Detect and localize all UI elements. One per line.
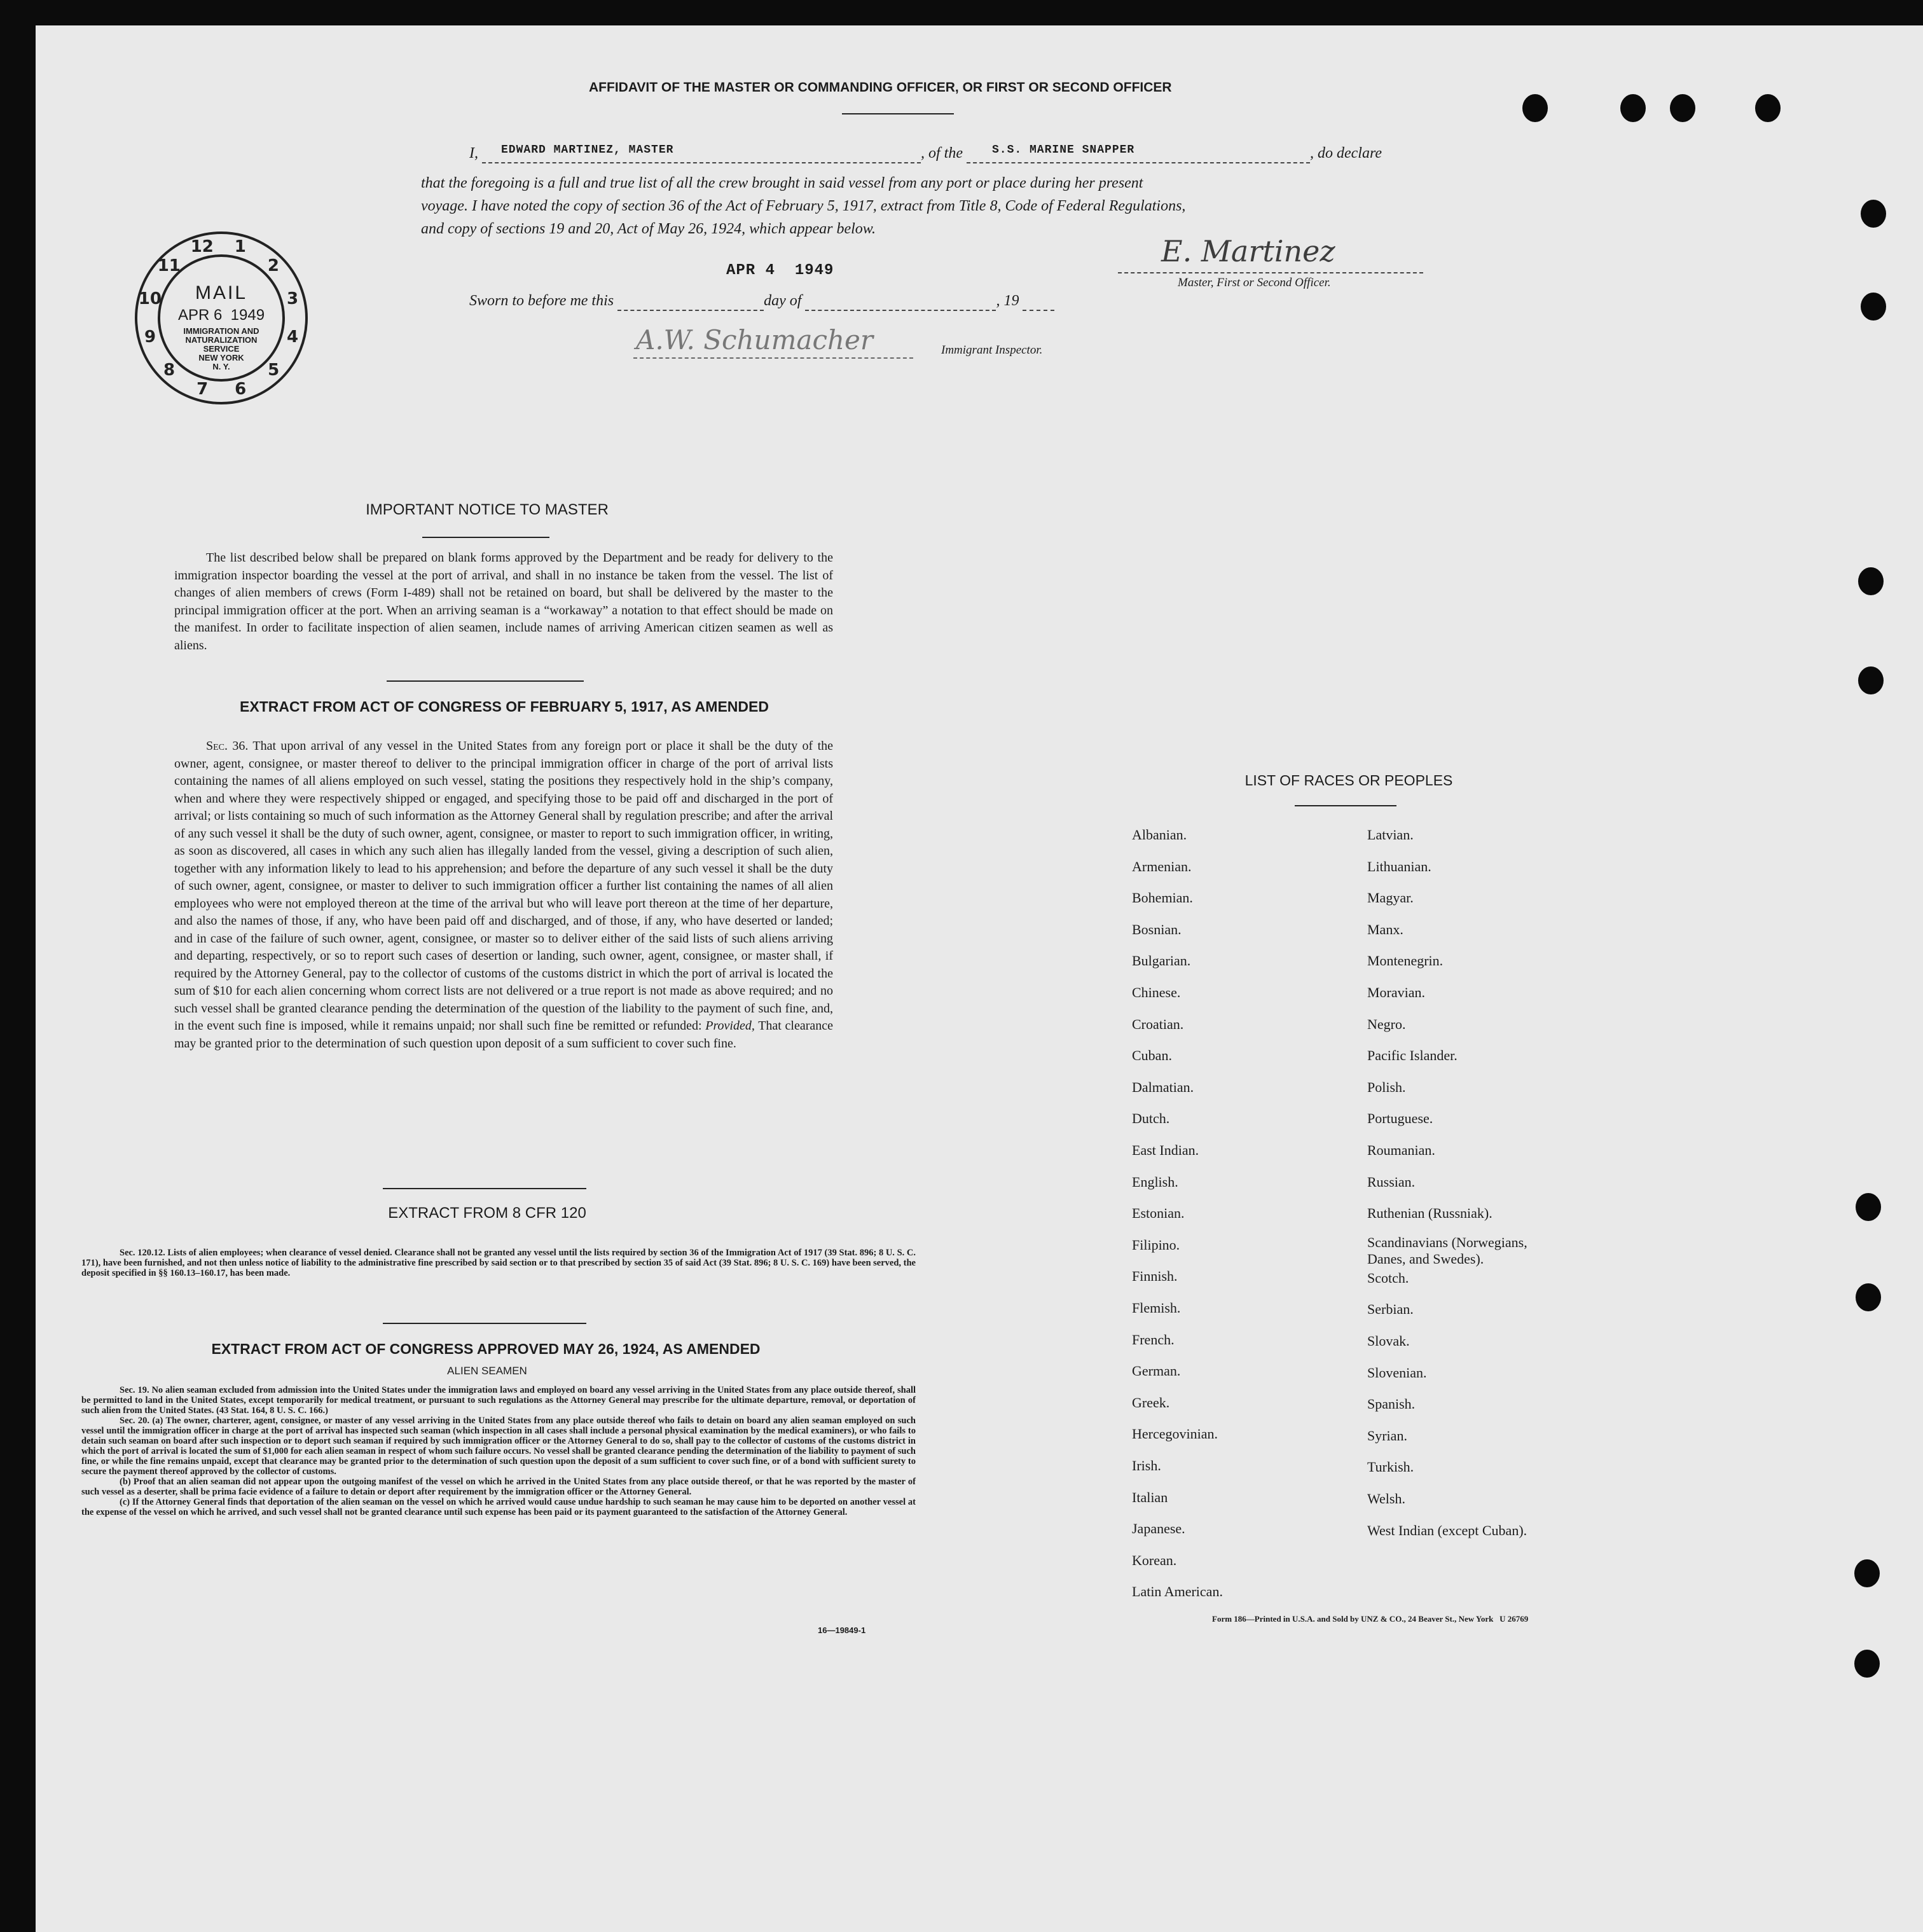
vessel-name: S.S. MARINE SNAPPER <box>992 144 1135 156</box>
form-code: 16—19849-1 <box>818 1625 866 1635</box>
stamp-line-5: N. Y. <box>212 362 230 371</box>
year-label: , 19 <box>996 293 1019 309</box>
master-name-field <box>482 145 921 163</box>
race-item: Latin American. <box>1132 1584 1223 1600</box>
printer-footer: Form 186—Printed in U.S.A. and Sold by UNZ & CO., 24 Beaver St., New York U 26769 <box>1212 1614 1529 1624</box>
race-item: Welsh. <box>1367 1491 1405 1507</box>
race-item: Estonian. <box>1132 1205 1185 1222</box>
day-of-label: day of <box>764 293 802 309</box>
punch-hole <box>1861 293 1886 321</box>
mail-received-stamp <box>134 230 309 406</box>
notice-paragraph: The list described below shall be prepared on blank forms approved by the Department and be ready for delivery to the immigration inspector boarding the vessel at the port of arrival, and shall in no instance be taken from the vessel. The list of changes of alien members of crews (Form I-489) shall not be retained on board, but shall be delivered by the master to the principal immigration officer at the port. When an arriving seaman is a “workaway” a notation to that effect should be made on the manifest. In order to facilitate inspection of alien seamen, include names of arriving American citizen seamen as well as aliens. <box>174 551 833 652</box>
sworn-day-field <box>617 293 764 311</box>
races-divider <box>1295 805 1396 806</box>
race-item: Montenegrin. <box>1367 953 1444 969</box>
proviso-word: Provided, <box>705 1019 755 1033</box>
statement-line-1: that the foregoing is a full and true list of all the crew brought in said vessel from any port or place during her present <box>421 175 1143 191</box>
sec-36-text: That upon arrival of any vessel in the United States from any foreign port or place it shall be the duty of the owner, agent, consignee, or master thereof to deliver to the principal immigration officer in charge of the port of arrival lists containing the names of all aliens employed on such vessel, stating the positions they respectively hold in the ship’s company, when and where they were respectively shipped or engaged, and specifying those to be paid off and discharged in the port of arrival; or lists containing so much of such information as the Attorney General shall by regulation prescribe; and after the arrival of any such vessel it shall be the duty of such owner, agent, consignee, or master to report to such immigration officer, in writing, as soon as discovered, all cases in which any such alien has illegally landed from the vessel, giving a description of such alien, together with any information likely to lead to his apprehension; and before the departure of any such vessel it shall be the duty of such owner, agent, consignee, or master to deliver to such immigration officer a further list containing the names of all alien employees who were not employed thereon at the time of the arrival but who will leave port thereon at the time of her departure, and also the names of those, if any, who have been paid off and discharged, and of those, if any, who have deserted or landed; and in case of the failure of such owner, agent, consignee, or master so to deliver either of the said lists of such aliens arriving and departing, respectively, or so to report such cases of desertion or landing, such owner, agent, consignee, or master shall, if required by the Attorney General, pay to the collector of customs of the customs district in which the port of arrival is located the sum of $10 for each alien concerning whom correct lists are not delivered or a true report is not made as above required; and no such vessel shall be granted clearance pending the determination of the question of the liability to the payment of such fine, and, in the event such fine is imposed, while it remains unpaid; nor shall such fine be remitted or refunded: <box>174 739 834 1033</box>
notice-divider <box>422 537 549 538</box>
race-item: Russian. <box>1367 1173 1416 1190</box>
statement-line-3: and copy of sections 19 and 20, Act of May 26, 1924, which appear below. <box>421 221 876 237</box>
stamp-ring-number: 11 <box>157 256 181 276</box>
punch-hole <box>1856 1283 1881 1311</box>
punch-hole <box>1856 1193 1881 1221</box>
punch-hole <box>1854 1559 1880 1587</box>
stamp-ring-number: 4 <box>287 327 299 347</box>
extract-1924-text <box>81 1385 916 1517</box>
race-item: Slovak. <box>1367 1333 1410 1349</box>
punch-hole <box>1858 666 1884 694</box>
race-item: Scandinavians (Norwegians, Danes, and Swedes). <box>1367 1234 1527 1267</box>
sec-36-proviso-text: That clearance may be granted prior to the determination of such question upon deposit of a sum sufficient to cover such fine. <box>174 1019 834 1051</box>
race-item: Serbian. <box>1367 1301 1414 1318</box>
race-item: Negro. <box>1367 1016 1406 1032</box>
cfr-paragraph: Sec. 120.12. Lists of alien employees; when clearance of vessel denied. Clearance shall not be granted any vessel until the lists required by section 36 of the Immigration Act of 1917 (39 Stat. 896; 8 U. S. C. 171), have been furnished, and not then unless notice of liability to the administrative fine prescribed by said section or to that prescribed by section 35 of said Act (39 Stat. 896; 8 U. S. C. 169) have been served, the deposit specified in §§ 160.13–160.17, has been made. <box>81 1248 916 1278</box>
do-declare-label: , do declare <box>1310 145 1382 162</box>
race-item: Chinese. <box>1132 984 1181 1000</box>
race-item: Pacific Islander. <box>1367 1047 1458 1064</box>
stamp-line-3: SERVICE <box>203 344 240 354</box>
sworn-year-field <box>1023 293 1054 311</box>
race-item: English. <box>1132 1173 1178 1190</box>
extract-cfr-end-divider <box>383 1323 586 1324</box>
race-item: Scotch. <box>1367 1269 1409 1286</box>
race-item: West Indian (except Cuban). <box>1367 1522 1527 1538</box>
race-item: Albanian. <box>1132 827 1187 843</box>
race-item: Korean. <box>1132 1552 1177 1568</box>
punch-hole <box>1522 94 1548 122</box>
race-item: Ruthenian (Russniak). <box>1367 1205 1492 1222</box>
sworn-line <box>469 293 1054 311</box>
race-item: Roumanian. <box>1367 1142 1435 1158</box>
sec-36-label: Sec. 36. <box>206 739 249 753</box>
race-item: Hercegovinian. <box>1132 1426 1218 1442</box>
stamp-ring-number: 9 <box>144 328 156 347</box>
master-signature: E. Martinez <box>1161 234 1335 268</box>
race-item: Flemish. <box>1132 1300 1181 1316</box>
race-item: Dalmatian. <box>1132 1079 1194 1095</box>
sec-20b-paragraph: (b) Proof that an alien seaman did not appear upon the outgoing manifest of the vessel on which he arrived in the United States from any place outside thereof, or that he was reported by the master of such vessel as a deserter, shall be prima facie evidence of a failure to detain or deport after requirement by the immigration officer or the Attorney General. <box>81 1477 916 1497</box>
race-item: Moravian. <box>1367 984 1426 1000</box>
sec-20c-paragraph: (c) If the Attorney General finds that deportation of the alien seaman on the vessel on which he arrived would cause undue hardship to such seaman he may cause him to be deported on another vessel at the expense of the vessel on which he arrived, and such vessel shall not be granted clearance until such expense has been paid or its payment guaranteed to the satisfaction of the Attorney General. <box>81 1497 916 1517</box>
race-item: Syrian. <box>1367 1427 1407 1444</box>
stamp-mail: MAIL <box>195 282 248 303</box>
race-item: Latvian. <box>1367 827 1414 843</box>
inspector-caption: Immigrant Inspector. <box>941 343 1043 357</box>
race-item: Armenian. <box>1132 858 1192 874</box>
stamp-line-2: NATURALIZATION <box>185 335 258 345</box>
punch-hole <box>1861 200 1886 228</box>
race-item: Bosnian. <box>1132 921 1182 937</box>
of-the-label: , of the <box>921 145 963 162</box>
race-item: Italian <box>1132 1489 1168 1505</box>
extract-1917-text <box>174 738 833 1052</box>
declaration-text <box>421 172 1489 240</box>
extract-1917-paragraph <box>174 738 833 1052</box>
master-signature-caption: Master, First or Second Officer. <box>1178 276 1331 289</box>
race-item: Bulgarian. <box>1132 953 1191 969</box>
statement-line-2: voyage. I have noted the copy of section 36 of the Act of February 5, 1917, extract from Title 8, Code of Federal Regulations, <box>421 198 1186 214</box>
race-item: Slovenian. <box>1367 1364 1427 1381</box>
stamp-ring-number: 12 <box>190 237 214 256</box>
sworn-month-field <box>805 293 996 311</box>
races-title: LIST OF RACES OR PEOPLES <box>1244 772 1453 789</box>
inspector-signature-line <box>633 357 913 359</box>
extract-1924-subtitle: ALIEN SEAMEN <box>447 1365 527 1377</box>
notice-text <box>174 549 833 654</box>
race-item: Turkish. <box>1367 1459 1414 1475</box>
stamp-ring-number: 8 <box>163 361 176 380</box>
notice-title: IMPORTANT NOTICE TO MASTER <box>366 501 609 518</box>
race-item: Magyar. <box>1367 890 1414 906</box>
stamp-ring-number: 3 <box>286 289 299 308</box>
extract-1917-title: EXTRACT FROM ACT OF CONGRESS OF FEBRUARY 5, 1917, AS AMENDED <box>240 698 769 715</box>
extract-cfr-title: EXTRACT FROM 8 CFR 120 <box>388 1204 586 1222</box>
race-item: Cuban. <box>1132 1047 1172 1064</box>
race-item: Portuguese. <box>1367 1110 1433 1127</box>
punch-hole <box>1670 94 1695 122</box>
race-item: Finnish. <box>1132 1268 1178 1285</box>
stamp-ring-number: 6 <box>235 380 247 399</box>
date-stamp: APR 4 1949 <box>726 262 834 279</box>
stamp-ring-number: 5 <box>268 360 280 380</box>
master-signature-line <box>1118 272 1423 273</box>
stamp-ring-number: 2 <box>267 256 279 275</box>
extract-1917-end-divider <box>383 1188 586 1189</box>
race-item: Greek. <box>1132 1394 1170 1411</box>
stamp-line-1: IMMIGRATION AND <box>183 326 259 336</box>
race-item: Lithuanian. <box>1367 858 1431 874</box>
vessel-name-field <box>967 145 1310 163</box>
title-divider <box>842 113 954 114</box>
sworn-label: Sworn to before me this <box>469 293 614 309</box>
affidavit-title: AFFIDAVIT OF THE MASTER OR COMMANDING OFFICER, OR FIRST OR SECOND OFFICER <box>589 80 1172 95</box>
stamp-date: APR 6 1949 <box>177 307 265 324</box>
race-item: Croatian. <box>1132 1016 1184 1032</box>
race-item: Filipino. <box>1132 1236 1180 1253</box>
stamp-agency <box>134 327 309 371</box>
race-item: Polish. <box>1367 1079 1406 1095</box>
master-name: EDWARD MARTINEZ, MASTER <box>501 144 674 156</box>
race-item: Manx. <box>1367 921 1403 937</box>
sec-19-paragraph: Sec. 19. No alien seaman excluded from admission into the United States under the immigration laws and employed on board any vessel arriving in the United States from any place outside thereof, shall be permitted to land in the United States, except temporarily for medical treatment, or pursuant to such regulations as the Attorney General may prescribe for the ultimate departure, removal, or deportation of such alien from the United States. (43 Stat. 164, 8 U. S. C. 166.) <box>81 1385 916 1416</box>
punch-hole <box>1858 567 1884 595</box>
extract-cfr-text <box>81 1248 916 1278</box>
race-item: Dutch. <box>1132 1110 1170 1127</box>
declaration-line <box>469 145 1487 163</box>
stamp-ring-number: 1 <box>234 237 246 256</box>
race-item: Japanese. <box>1132 1521 1185 1537</box>
race-item: German. <box>1132 1363 1181 1379</box>
stamp-ring-number: 7 <box>196 380 209 399</box>
notice-end-divider <box>387 680 584 682</box>
punch-hole <box>1620 94 1646 122</box>
race-item: Irish. <box>1132 1458 1161 1473</box>
extract-1924-title: EXTRACT FROM ACT OF CONGRESS APPROVED MAY 26, 1924, AS AMENDED <box>211 1341 761 1357</box>
race-item: East Indian. <box>1132 1142 1199 1158</box>
document-page <box>36 25 1923 1932</box>
sec-20a-paragraph: Sec. 20. (a) The owner, charterer, agent, consignee, or master of any vessel arriving in the United States from any place outside thereof who fails to detain on board any alien seaman employed on such vessel until the immigration officer in charge at the port of arrival has inspected such seaman (which inspection in all cases shall include a personal physical examination by the medical examiners), or who fails to detain such seaman on board after such inspection or to deport such seaman if required by such immigration officer or the Attorney General to do so, shall pay to the collector of customs of the customs district in which the port of arrival is located the sum of $1,000 for each alien seaman in respect of whom such failure occurs. No vessel shall be granted clearance pending the determination of the liability to payment of such fine, or while the fine remains unpaid, except that clearance may be granted prior to the determination of such question upon the deposit of a sum sufficient to cover such fine, or of a bond with sufficient surety to secure the payment thereof approved by the collector of customs. <box>81 1416 916 1477</box>
punch-hole <box>1755 94 1781 122</box>
i-label: I, <box>469 145 478 162</box>
race-item: Spanish. <box>1367 1396 1416 1412</box>
punch-hole <box>1854 1650 1880 1678</box>
stamp-line-4: NEW YORK <box>198 353 244 362</box>
inspector-signature: A.W. Schumacher <box>636 324 873 355</box>
race-item: French. <box>1132 1331 1175 1348</box>
race-item: Bohemian. <box>1132 890 1193 906</box>
stamp-ring-number: 10 <box>138 289 162 309</box>
